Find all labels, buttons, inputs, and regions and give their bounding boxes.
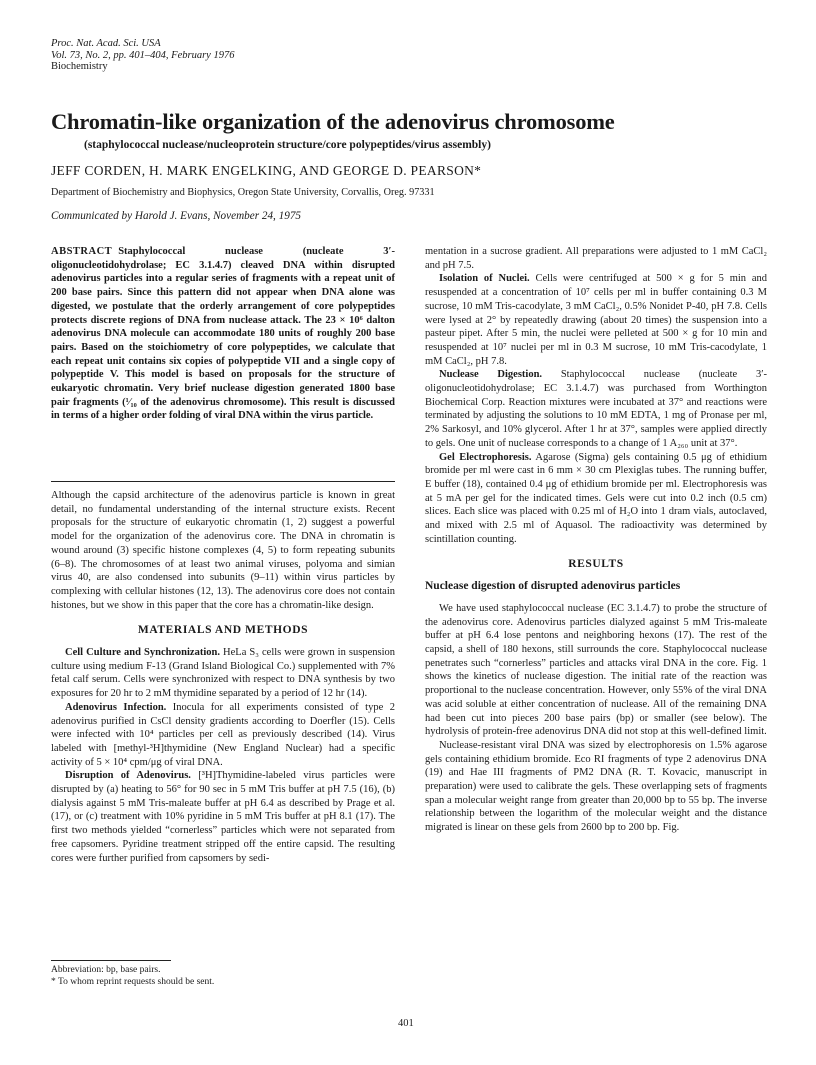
nuclei-text: Cells were centrifuged at 500 × g for 5 min and resuspended at a concentration of 10⁷ cells per ml in buffer containing 0.3 M sucrose, 10 mM Tris-cacodylate, 3 mM CaCl₂, 0.5% Nonidet P-40, pH 7.8. Cells were lysed at 2° by repeatedly drawing (about 20 times) the suspension into a pasteur pipet. After 5 min, the nuclei were pelleted at 500 × g for 10 min and resuspended at 10⁷ nuclei per ml in 0.3 M sucrose, 10 mM Tris-cacodylate, 1 mM CaCl₂, pH 7.8. [425,273,768,367]
digestion-text: Staphylococcal nuclease (nucleate 3′-oligonucleotidohydrolase; EC 3.1.4.7) was purchased from Worthington Biochemical Corp. Reaction mixtures were incubated at 37° and reactions were terminated by adjusting the solutions to 10 mM EDTA, 1 mg of Pronase per ml, 2% Sarkosyl, and 10% glycerol. After 1 hr at 37°, samples were applied directly to gels. One unit of nuclease corresponds to a change of 1 A₂₆₀ unit at 37°. [425,369,767,449]
results-paragraph-2: Nuclease-resistant viral DNA was sized by electrophoresis on 1.5% agarose gels containing ethidium bromide. Eco RI fragments of type 2 adenovirus DNA (19) and Hae III fragments of PM2 DNA (R. T. Kovacic, manuscript in preparation) were used to calibrate the gels. These overlapping sets of fragments span a molecular weight range from greater than 20,000 bp to 55 bp. The inverse relationship between the logarithm of the molecular weight and the distance migrated is linear on these gels from 2600 bp to 200 bp. Fig. [425,739,767,834]
journal-volume: Vol. 73, No. 2, pp. 401–404, February 1976 [51,49,235,61]
intro-paragraph: Although the capsid architecture of the adenovirus particle is known in great detail, no fundamental understanding of the internal structure exists. Recent proposals for the structure of eukaryotic chromatin (1, 2) suggest a powerful model for the organization of the adenovirus core. The DNA in chromatin is wound around (3) specific histone complexes (4, 5) to form repeating subunits (6–8). The chromosomes of at least two animal viruses, polyoma and simian virus 40, are also condensed into subunits (9–11) within virus particles by complexing with cellular histones (12, 13). The adenovirus core does not contain histones, but we show in this paper that the core has a chromatin-like design. [51,490,395,611]
gel-text: Agarose (Sigma) gels containing 0.5 μg of ethidium bromide per ml were cast in 6 mm × 30 cm Plexiglas tubes. The running buffer, E buffer (18), contained 0.4 μg of ethidium bromide per ml. Electrophoresis was at 5 mA per gel for the indicated times. Gels were cut into 0.2 inch (0.5 cm) slices. Each slice was placed with 0.25 ml of H₂O into 1 dram vials, autoclaved, and mixed with 2.5 ml of Aquasol. The radioactivity was determined by scintillation counting. [425,451,768,545]
cell-culture-text: HeLa S₃ cells were grown in suspension culture using medium F-13 (Grand Island Biological Co.) supplemented with 7% fetal calf serum. Cells were synchronized with respect to DNA synthesis by two exposures for 20 hr to 2 mM thymidine separated by a period of 12 hr (14). [51,647,396,700]
results-heading: RESULTS [568,558,624,571]
infection-paragraph [51,701,395,770]
right-column [425,245,767,835]
disruption-label: Disruption of Adenovirus. [65,770,191,782]
communicated-by: Communicated by Harold J. Evans, November 24, 1975 [51,210,302,222]
authors: JEFF CORDEN, H. MARK ENGELKING, AND GEORGE D. PEARSON* [51,163,482,178]
infection-text: Inocula for all experiments consisted of type 2 adenovirus purified in CsCl density gradients according to Doerfler (15). Cells were infected with 10⁴ particles per cell as previously described (14). Virus labeled with [methyl-³H]thymidine (New England Nuclear) had a specific activity of 5 × 10⁴ cpm/μg of viral DNA. [51,701,395,768]
continued-paragraph: mentation in a sucrose gradient. All preparations were adjusted to 1 mM CaCl₂ and pH 7.5. [425,246,767,271]
page-number: 401 [398,1018,414,1029]
results-paragraph-1: We have used staphylococcal nuclease (EC 3.1.4.7) to probe the structure of the adenovirus core. Adenovirus particles dialyzed against 5 mM Tris-maleate buffer at pH 6.4 lose pentons and neighboring hexons (17). The rest of the capsid, a shell of 180 hexons, still surrounds the core. Staphylococcal nuclease penetrates such “cornerless” particles and attacks viral DNA in the core. Fig. 1 shows the kinetics of nuclease digestion. The initial rate of the reaction was proportional to the nuclease concentration. However, only 55% of the viral DNA was acid soluble at either concentration of nuclease. All of the remaining DNA had been cut into pieces 200 base pairs (bp) or smaller (see below). The hydrolysis of protein-free adenovirus DNA did not stop at this well-defined limit. [425,602,767,738]
abstract-text: Staphylococcal nuclease (nucleate 3′-oligonucleotidohydrolase; EC 3.1.4.7) cleaved DNA within disrupted adenovirus particles into a regular series of fragments with a repeat unit of 200 base pairs. Since this pattern did not appear when DNA alone was digested, we postulate that the orderly arrangement of core polypeptides protects discrete regions of DNA from nuclease attack. The 23 × 10⁶ dalton adenovirus DNA molecule can accommodate 180 units of roughly 200 base pairs. Based on the stoichiometry of core polypeptides, we calculate that each repeat unit contains six copies of polypeptide VII and a single copy of polypeptide V. This model is based on proposals for the structure of eukaryotic chromatin. Very brief nuclease digestion generated 1800 base pair fragments (¹⁄₁₀ of the adenovirus chromosome). This result is discussed in terms of a higher order folding of viral DNA within the virus particle. [51,246,395,422]
abstract [51,245,395,423]
digestion-paragraph [425,368,767,450]
results-subheading: Nuclease digestion of disrupted adenovirus particles [425,580,681,593]
abstract-label: ABSTRACT [51,246,113,257]
journal-header [51,38,234,73]
infection-label: Adenovirus Infection. [65,701,167,713]
disruption-text: [³H]Thymidine-labeled virus particles were disrupted by (a) heating to 56° for 90 sec in 5 mM Tris buffer at pH 7.5 (16), (b) dialysis against 5 mM Tris-maleate buffer at pH 6.4 as described by Prage et al. (17), or (c) treatment with 10% pyridine in 5 mM Tris buffer at pH 8.1 (17). The first two methods yielded “cornerless” particles which were not separated from free capsomers. Pyridine treatment stripped off the entire capsid. The resulting cores were further purified from capsomers by sedi- [51,770,396,864]
journal-citation: Proc. Nat. Acad. Sci. USA [51,38,161,49]
affiliation: Department of Biochemistry and Biophysics, Oregon State University, Corvallis, Oreg. 97331 [51,187,435,198]
left-column [51,245,395,423]
journal-section: Biochemistry [51,61,108,72]
paper-title: Chromatin-like organization of the adenovirus chromosome [51,109,615,134]
cell-culture-paragraph [51,646,395,701]
footnote-reprint: * To whom reprint requests should be sent. [51,976,215,987]
keywords: (staphylococcal nuclease/nucleoprotein structure/core polypeptides/virus assembly) [84,139,491,151]
nuclei-paragraph [425,272,767,368]
gel-label: Gel Electrophoresis. [439,451,532,463]
disruption-paragraph [51,769,395,865]
footnote-divider [51,960,171,961]
nuclei-label: Isolation of Nuclei. [439,273,530,285]
left-column-body [51,489,395,865]
methods-heading: MATERIALS AND METHODS [137,624,309,637]
footnotes [51,965,395,988]
footnote-abbreviation: Abbreviation: bp, base pairs. [51,965,161,975]
abstract-divider [51,481,395,482]
digestion-label: Nuclease Digestion. [439,369,543,381]
gel-paragraph [425,451,767,547]
cell-culture-label: Cell Culture and Synchronization. [65,647,220,659]
